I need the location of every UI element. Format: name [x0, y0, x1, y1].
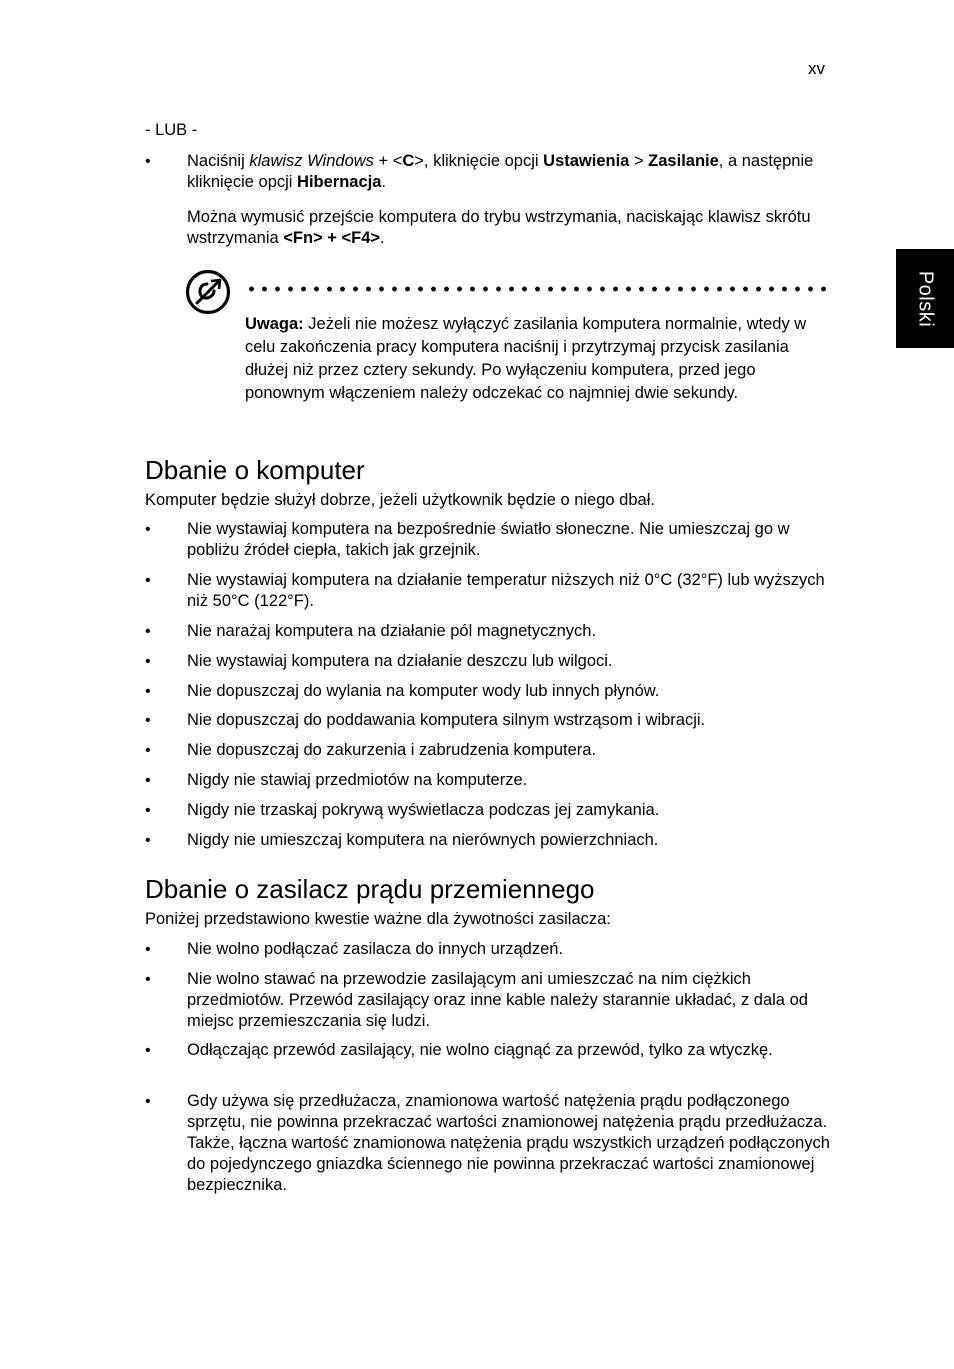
- list-item: [145, 151, 831, 193]
- list-item: • Nie dopuszczaj do zakurzenia i zabrudzenia komputera.: [145, 741, 597, 759]
- list-item: • Nigdy nie umieszczaj komputera na nierównych powierzchniach.: [145, 831, 659, 849]
- section-heading-care: Dbanie o komputer: [145, 455, 365, 485]
- list-item: • Nie narażaj komputera na działanie pól magnetycznych.: [145, 622, 597, 640]
- list-item: • Nie wystawiaj komputera na bezpośrednie światło słoneczne. Nie umieszczaj go w pobliżu źródeł ciepła, takich jak grzejnik.: [145, 520, 790, 559]
- care-intro: Komputer będzie służył dobrze, jeżeli użytkownik będzie o niego dbał.: [145, 491, 655, 509]
- list-item: • Nie wystawiaj komputera na działanie temperatur niższych niż 0°C (32°F) lub wyższych niż 50°C (122°F).: [145, 571, 825, 610]
- list-item: • Odłączając przewód zasilający, nie wolno ciągnąć za przewód, tylko za wtyczkę.: [145, 1041, 773, 1059]
- list-item: • Nie wystawiaj komputera na działanie deszczu lub wilgoci.: [145, 652, 613, 670]
- list-item: • Nigdy nie trzaskaj pokrywą wyświetlacza podczas jej zamykania.: [145, 801, 660, 819]
- list-item: • Nie wolno stawać na przewodzie zasilającym ani umieszczać na nim ciężkich przedmiotów. Przewód zasilający oraz inne kable należy starannie układać, z dala od miejsc przemieszczania się ludzi.: [145, 970, 808, 1030]
- hibernate-step: Naciśnij klawisz Windows + <C>, kliknięcie opcji Ustawienia > Zasilanie, a następnie kliknięcie opcji Hibernacja.: [187, 152, 814, 191]
- list-item: • Nie wolno podłączać zasilacza do innych urządzeń.: [145, 940, 564, 958]
- note-divider: [245, 286, 833, 292]
- language-tab-label: Polski: [914, 270, 937, 327]
- list-item: • Nie dopuszczaj do poddawania komputera silnym wstrząsom i wibracji.: [145, 711, 706, 729]
- note-text: Uwaga: Jeżeli nie możesz wyłączyć zasilania komputera normalnie, wtedy w celu zakończenia pracy komputera naciśnij i przytrzymaj przycisk zasilania dłużej niż przez cztery sekundy. Po wyłączeniu komputera, przed jego ponownym włączeniem należy odczekać co najmniej dwie sekundy.: [245, 315, 807, 402]
- section-heading-adapter: Dbanie o zasilacz prądu przemiennego: [145, 874, 595, 904]
- adapter-intro: Poniżej przedstawiono kwestie ważne dla żywotności zasilacza:: [145, 910, 611, 928]
- note-pen-icon: [185, 269, 231, 315]
- language-tab: [896, 249, 954, 348]
- page-number: xv: [808, 59, 825, 78]
- list-item: • Nigdy nie stawiaj przedmiotów na komputerze.: [145, 771, 528, 789]
- bullet: •: [145, 153, 151, 170]
- force-sleep-paragraph: Można wymusić przejście komputera do trybu wstrzymania, naciskając klawisz skrótu wstrzymania <Fn> + <F4>.: [187, 208, 811, 247]
- list-item: • Nie dopuszczaj do wylania na komputer wody lub innych płynów.: [145, 682, 660, 700]
- list-item: • Gdy używa się przedłużacza, znamionowa wartość natężenia prądu podłączonego sprzętu, nie powinna przekraczać wartości znamionowej natężenia prądu przedłużacza. Także, łączna wartość znamionowa natężenia prądu wszystkich urządzeń podłączonych do pojedynczego gniazdka ściennego nie powinna przekraczać wartości znamionowej bezpiecznika.: [145, 1092, 830, 1194]
- or-separator: - LUB -: [145, 121, 198, 139]
